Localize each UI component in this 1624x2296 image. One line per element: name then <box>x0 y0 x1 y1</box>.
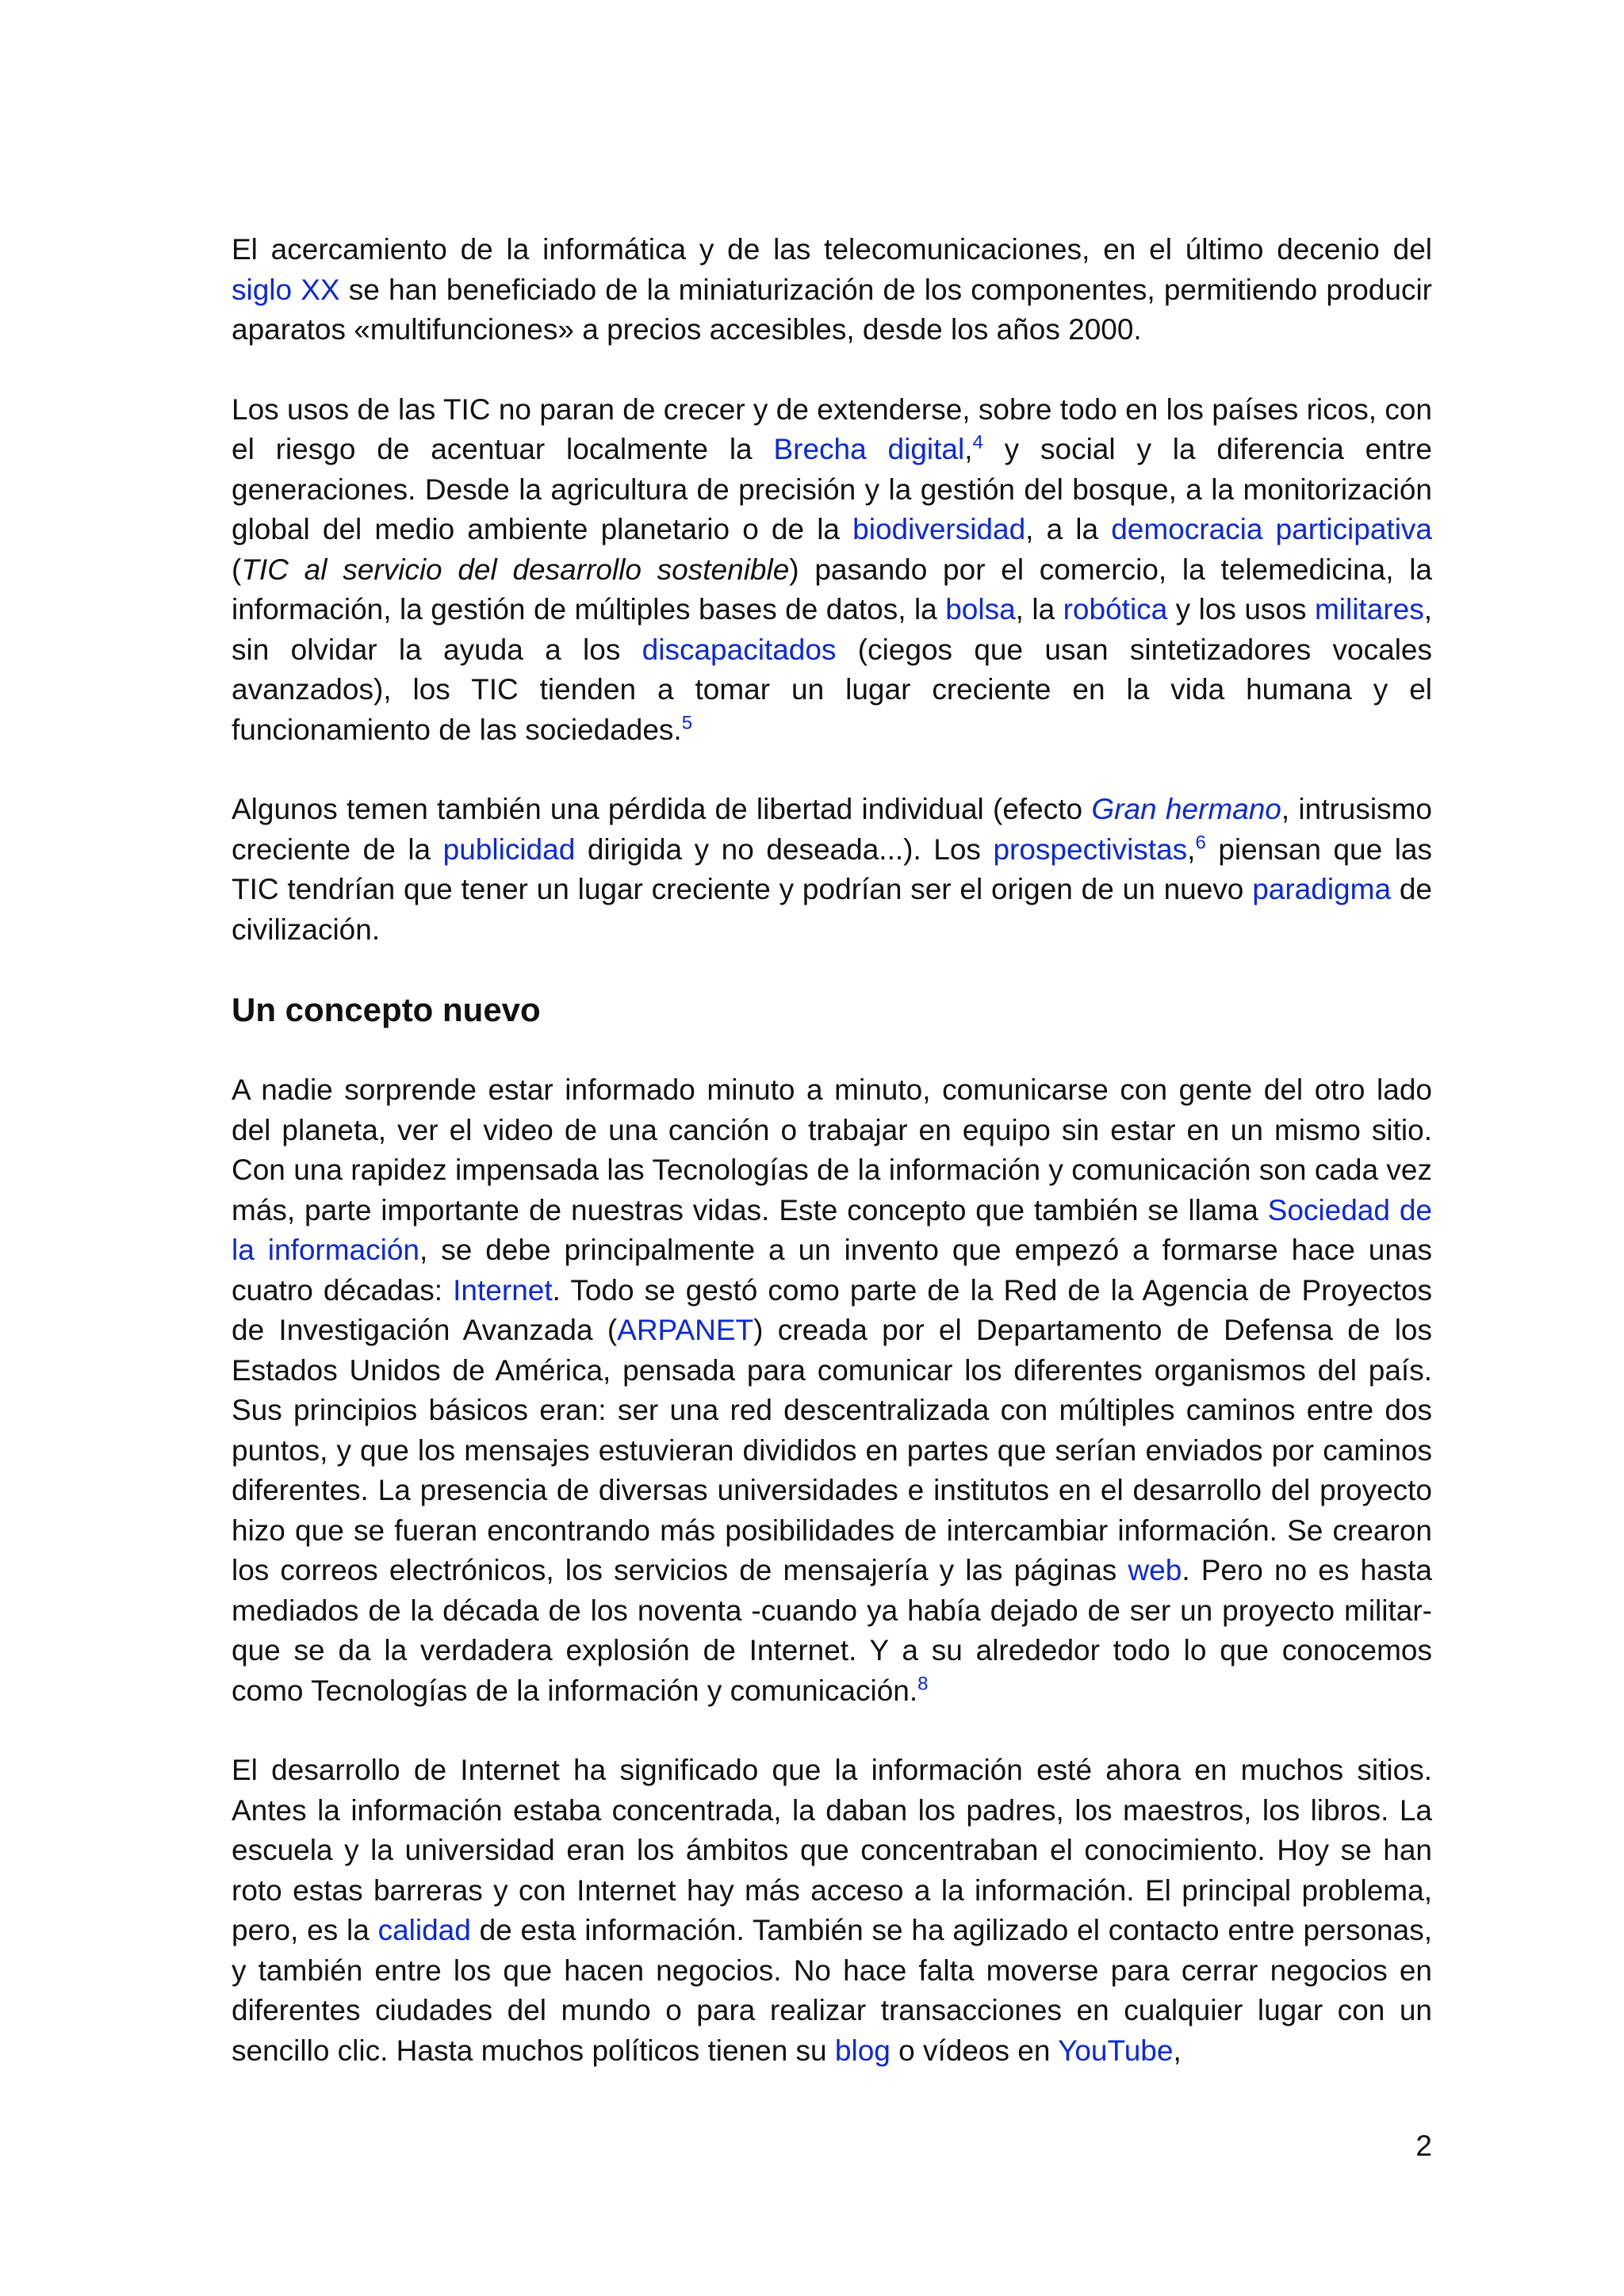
page-number: 2 <box>1415 2130 1432 2162</box>
link-prospectivistas[interactable]: prospectivistas <box>993 832 1188 866</box>
text-run: Algunos temen también una pérdida de libertad individual (efecto <box>232 793 1092 825</box>
text-run: (ciegos que usan sintetizadores vocales avanzados), los TIC tienden a tomar un lugar creciente en la vida humana y el funcionamiento de las sociedades. <box>232 633 1432 746</box>
link-arpanet[interactable]: ARPANET <box>617 1314 754 1346</box>
text-run: , se debe principalmente a un invento que empezó a formarse hace unas cuatro décadas: <box>232 1234 1432 1307</box>
italic-text: TIC al servicio del desarrollo sostenible <box>241 553 790 586</box>
link-calidad[interactable]: calidad <box>377 1914 471 1946</box>
text-run: El acercamiento de la informática y de las telecomunicaciones, en el último decenio del <box>232 233 1432 266</box>
text-run: de esta información. También se ha agilizado el contacto entre personas, y también entre los que hacen negocios. No hace falta moverse para cerrar negocios en diferentes ciudades del mundo o para realizar transacciones en cualquier lugar con un sencillo clic. Hasta muchos políticos tienen su <box>232 1914 1432 2067</box>
link-web[interactable]: web <box>1128 1554 1182 1586</box>
document-body <box>232 230 1432 2110</box>
link-sociedad-de-la-informacion[interactable]: Sociedad de la información <box>232 1193 1432 1266</box>
text-run: . Pero no es hasta mediados de la década de los noventa -cuando ya había dejado de ser un proyecto militar- que se da la verdadera explosión de Internet. Y a su alrededor todo lo que conocemos como Tecnologías de la información y comunicación. <box>232 1554 1432 1707</box>
text-run: ) pasando por el comercio, la telemedicina, la información, la gestión de múltiples bases de datos, la <box>232 553 1433 626</box>
link-biodiversidad[interactable]: biodiversidad <box>852 513 1026 545</box>
text-run: dirigida y no deseada...). Los <box>575 832 994 866</box>
link-robotica[interactable]: robótica <box>1063 593 1168 626</box>
footnote-ref-6[interactable]: 6 <box>1195 832 1206 854</box>
link-gran-hermano[interactable] <box>1091 793 1281 825</box>
text-run: Los usos de las TIC no paran de crecer y de extenderse, sobre todo en los países ricos, con el riesgo de acentuar localmente la <box>232 392 1432 465</box>
text-run: , la <box>1015 593 1063 626</box>
link-siglo-xx[interactable]: siglo XX <box>232 273 340 306</box>
text-run: El desarrollo de Internet ha significado que la información esté ahora en muchos sitios. Antes la información estaba concentrada, la daban los padres, los maestros, los libros. La escuela y la universidad eran los ámbitos que concentraban el conocimiento. Hoy se han roto estas barreras y con Internet hay más acceso a la información. El principal problema, pero, es la <box>232 1754 1432 1946</box>
text-run: , sin olvidar la ayuda a los <box>232 593 1432 666</box>
text-run: A nadie sorprende estar informado minuto a minuto, comunicarse con gente del otro lado del planeta, ver el video de una canción o trabajar en equipo sin estar en un mismo sitio. Con una rapidez impensada las Tecnologías de la información y comunicación son cada vez más, parte importante de nuestras vidas. Este concepto que también se llama <box>232 1073 1432 1226</box>
link-militares[interactable]: militares <box>1314 593 1424 626</box>
text-run: o vídeos en <box>890 2034 1059 2067</box>
text-run: , a la <box>1025 513 1112 545</box>
footnote-ref-8[interactable]: 8 <box>917 1673 929 1695</box>
paragraph-2 <box>232 390 1432 751</box>
text-run: , <box>964 433 973 465</box>
link-internet[interactable]: Internet <box>453 1273 553 1307</box>
paragraph-3 <box>232 790 1432 950</box>
link-bolsa[interactable]: bolsa <box>945 593 1016 626</box>
text-run: , <box>1187 832 1196 866</box>
paragraph-5 <box>232 1751 1432 2071</box>
section-heading: Un concepto nuevo <box>232 991 541 1028</box>
text-run: de civilización. <box>232 873 1433 946</box>
italic-link-text: Gran hermano <box>1091 793 1281 825</box>
text-run: , intrusismo creciente de la <box>232 793 1433 866</box>
footnote-ref-4[interactable]: 4 <box>972 431 983 453</box>
link-discapacitados[interactable]: discapacitados <box>642 633 837 666</box>
text-run: ( <box>232 553 242 586</box>
text-run: , <box>1173 2034 1182 2067</box>
footnote-ref-5[interactable]: 5 <box>681 712 693 734</box>
link-publicidad[interactable]: publicidad <box>442 832 576 866</box>
text-run: y social y la diferencia entre generaciones. Desde la agricultura de precisión y la gestión del bosque, a la monitorización global del medio ambiente planetario o de la <box>232 433 1433 545</box>
text-run: piensan que las TIC tendrían que tener un lugar creciente y podrían ser el origen de un nuevo <box>232 832 1432 905</box>
link-youtube[interactable]: YouTube <box>1058 2034 1174 2067</box>
text-run: ) creada por el Departamento de Defensa de los Estados Unidos de América, pensada para comunicar los diferentes organismos del país. Sus principios básicos eran: ser una red descentralizada con múltiples caminos entre dos puntos, y que los mensajes estuvieran divididos en partes que serían enviados por caminos diferentes. La presencia de diversas universidades e institutos en el desarrollo del proyecto hizo que se fueran encontrando más posibilidades de intercambiar información. Se crearon los correos electrónicos, los servicios de mensajería y las páginas <box>232 1314 1432 1586</box>
text-run: se han beneficiado de la miniaturización de los componentes, permitiendo producir aparatos «multifunciones» a precios accesibles, desde los años 2000. <box>232 273 1432 346</box>
link-blog[interactable]: blog <box>834 2034 891 2067</box>
text-run: y los usos <box>1167 593 1315 626</box>
paragraph-4 <box>232 1070 1432 1711</box>
link-democracia-participativa[interactable]: democracia participativa <box>1111 513 1433 545</box>
text-run: . Todo se gestó como parte de la Red de la Agencia de Proyectos de Investigación Avanzada ( <box>232 1273 1432 1346</box>
paragraph-1 <box>232 230 1432 350</box>
link-paradigma[interactable]: paradigma <box>1252 873 1392 905</box>
link-brecha-digital[interactable]: Brecha digital <box>773 433 965 465</box>
